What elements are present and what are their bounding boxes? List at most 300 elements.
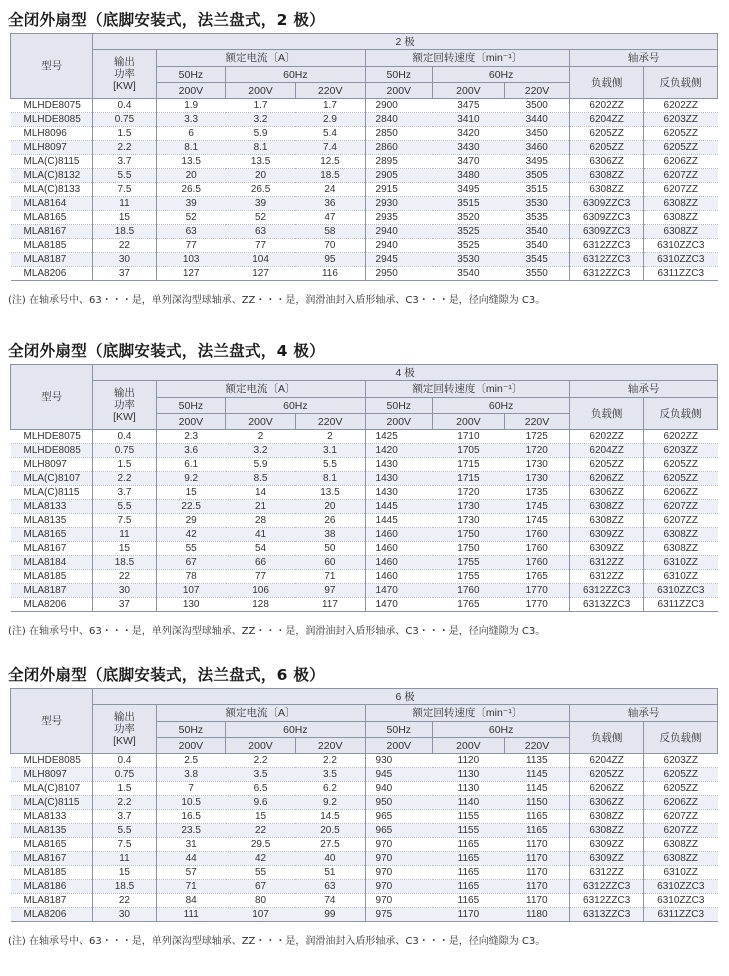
pole-header: 2 极: [93, 34, 718, 50]
bearing-load-side-cell: 6309ZZC3: [570, 225, 644, 239]
speed-60hz-200v-cell: 1750: [433, 542, 505, 556]
bearing-load-side-cell: 6312ZZC3: [570, 584, 644, 598]
bearing-load-side-cell: 6312ZZC3: [570, 894, 644, 908]
section-title: 全闭外扇型（底脚安装式，法兰盘式，4 极）: [8, 342, 325, 360]
model-cell: MLA8133: [11, 810, 93, 824]
speed-50hz-200v-cell: 970: [365, 852, 433, 866]
speed-60hz-200v-cell: 1165: [433, 894, 505, 908]
bearing-anti-load-side-cell: 6203ZZ: [644, 754, 718, 768]
speed-60hz-200v-cell: 3420: [433, 127, 505, 141]
bearing-anti-load-side-cell: 6207ZZ: [644, 500, 718, 514]
speed-60hz-200v-cell: 1720: [433, 486, 505, 500]
current-60hz-200v-cell: 14: [226, 486, 296, 500]
power-cell: 0.4: [93, 754, 156, 768]
power-cell: 30: [93, 253, 156, 267]
speed-50hz-200v-cell: 2940: [365, 225, 433, 239]
footnote: (注) 在轴承号中、63・・・是，单列深沟型球轴承、ZZ・・・是，润滑油封入盾形轴承、C3・・・是，径向缝隙为 C3。: [8, 626, 546, 637]
table-row: [11, 253, 718, 267]
voltage-220v-header: 220V: [295, 83, 365, 99]
bearing-anti-load-side-cell: 6205ZZ: [644, 768, 718, 782]
power-cell: 3.7: [93, 810, 156, 824]
speed-60hz-220v-cell: 1730: [504, 472, 569, 486]
speed-60hz-220v-cell: 1170: [504, 852, 569, 866]
table-row: [11, 155, 718, 169]
model-cell: MLA(C)8107: [11, 472, 93, 486]
speed-60hz-220v-cell: 1170: [504, 866, 569, 880]
bearing-anti-load-side-cell: 6207ZZ: [644, 169, 718, 183]
current-50hz-200v-cell: 39: [156, 197, 226, 211]
speed-50hz-200v-cell: 975: [365, 908, 433, 922]
model-cell: MLA8135: [11, 824, 93, 838]
current-60hz-200v-cell: 106: [226, 584, 296, 598]
speed-60hz-220v-cell: 1765: [504, 570, 569, 584]
bearing-load-side-cell: 6202ZZ: [570, 99, 644, 113]
current-60hz-200v-cell: 52: [226, 211, 296, 225]
speed-60hz-220v-cell: 3505: [504, 169, 569, 183]
bearing-load-side-cell: 6306ZZ: [570, 155, 644, 169]
speed-60hz-220v-cell: 3545: [504, 253, 569, 267]
table-row: [11, 430, 718, 444]
freq-50hz-header: 50Hz: [156, 722, 226, 738]
current-50hz-200v-cell: 10.5: [156, 796, 226, 810]
speed-60hz-200v-cell: 1715: [433, 458, 505, 472]
bearing-anti-load-side-cell: 6310ZZ: [644, 556, 718, 570]
footnote: (注) 在轴承号中、63・・・是，单列深沟型球轴承、ZZ・・・是，润滑油封入盾形轴承、C3・・・是，径向缝隙为 C3。: [8, 936, 546, 947]
current-60hz-200v-cell: 29.5: [226, 838, 296, 852]
bearing-anti-load-side-cell: 6308ZZ: [644, 528, 718, 542]
voltage-200v-header: 200V: [226, 83, 296, 99]
model-cell: MLA(C)8133: [11, 183, 93, 197]
model-cell: MLA8187: [11, 253, 93, 267]
speed-60hz-220v-cell: 1760: [504, 542, 569, 556]
bearing-load-side-cell: 6306ZZ: [570, 796, 644, 810]
power-cell: 18.5: [93, 556, 156, 570]
power-cell: 5.5: [93, 169, 156, 183]
bearing-load-side-cell: 6202ZZ: [570, 430, 644, 444]
speed-60hz-220v-cell: 3550: [504, 267, 569, 281]
speed-60hz-200v-cell: 3470: [433, 155, 505, 169]
current-50hz-200v-cell: 63: [156, 225, 226, 239]
power-cell: 0.75: [93, 768, 156, 782]
speed-60hz-200v-cell: 1165: [433, 852, 505, 866]
current-60hz-220v-cell: 63: [295, 880, 365, 894]
model-cell: MLA8167: [11, 225, 93, 239]
bearing-anti-load-side-cell: 6207ZZ: [644, 810, 718, 824]
bearing-anti-load-side-cell: 6205ZZ: [644, 472, 718, 486]
bearing-anti-load-side-cell: 6310ZZC3: [644, 239, 718, 253]
current-60hz-200v-cell: 2.2: [226, 754, 296, 768]
speed-header: 额定回转速度〔min⁻¹〕: [365, 381, 570, 398]
voltage-200v-header: 200V: [156, 83, 226, 99]
bearing-load-side-cell: 6205ZZ: [570, 141, 644, 155]
current-50hz-200v-cell: 127: [156, 267, 226, 281]
model-cell: MLA8206: [11, 908, 93, 922]
bearing-anti-load-side-cell: 6207ZZ: [644, 514, 718, 528]
bearing-load-side-cell: 6312ZZ: [570, 570, 644, 584]
current-50hz-200v-cell: 67: [156, 556, 226, 570]
model-cell: MLA8206: [11, 267, 93, 281]
model-cell: MLA(C)8115: [11, 155, 93, 169]
model-cell: MLHDE8085: [11, 444, 93, 458]
current-60hz-200v-cell: 66: [226, 556, 296, 570]
bearing-anti-load-side-cell: 6206ZZ: [644, 486, 718, 500]
power-cell: 11: [93, 852, 156, 866]
freq-60hz-header: 60Hz: [226, 398, 365, 414]
bearing-load-side-cell: 6308ZZ: [570, 514, 644, 528]
voltage-200v-header: 200V: [226, 738, 296, 754]
bearing-header: 轴承号: [570, 50, 718, 67]
voltage-220v-header: 220V: [295, 414, 365, 430]
speed-60hz-200v-cell: 1140: [433, 796, 505, 810]
model-cell: MLA8185: [11, 239, 93, 253]
speed-60hz-220v-cell: 1170: [504, 880, 569, 894]
voltage-200v-header: 200V: [433, 83, 505, 99]
bearing-anti-load-side-cell: 6308ZZ: [644, 197, 718, 211]
table-row: [11, 796, 718, 810]
speed-50hz-200v-cell: 2840: [365, 113, 433, 127]
model-cell: MLA8187: [11, 584, 93, 598]
power-cell: 2.2: [93, 472, 156, 486]
power-header-line1: 输出: [113, 387, 135, 399]
bearing-load-side-cell: 6204ZZ: [570, 444, 644, 458]
current-60hz-200v-cell: 5.9: [226, 458, 296, 472]
current-60hz-200v-cell: 63: [226, 225, 296, 239]
current-50hz-200v-cell: 6.1: [156, 458, 226, 472]
current-60hz-220v-cell: 24: [295, 183, 365, 197]
current-50hz-200v-cell: 3.3: [156, 113, 226, 127]
current-60hz-200v-cell: 9.6: [226, 796, 296, 810]
bearing-anti-load-side-cell: 6202ZZ: [644, 99, 718, 113]
power-cell: 22: [93, 570, 156, 584]
speed-60hz-220v-cell: 1165: [504, 824, 569, 838]
current-60hz-200v-cell: 104: [226, 253, 296, 267]
speed-50hz-200v-cell: 1420: [365, 444, 433, 458]
current-50hz-200v-cell: 20: [156, 169, 226, 183]
current-60hz-200v-cell: 26.5: [226, 183, 296, 197]
current-60hz-220v-cell: 6.2: [295, 782, 365, 796]
bearing-anti-load-side-cell: 6310ZZC3: [644, 894, 718, 908]
speed-50hz-200v-cell: 2935: [365, 211, 433, 225]
spec-table: [10, 364, 718, 612]
speed-50hz-200v-cell: 2915: [365, 183, 433, 197]
speed-60hz-220v-cell: 1170: [504, 838, 569, 852]
speed-60hz-220v-cell: 1760: [504, 528, 569, 542]
table-row: [11, 500, 718, 514]
bearing-load-side-cell: 6309ZZC3: [570, 211, 644, 225]
table-row: [11, 838, 718, 852]
power-cell: 37: [93, 598, 156, 612]
bearing-anti-load-side-cell: 6310ZZC3: [644, 584, 718, 598]
voltage-200v-header: 200V: [226, 414, 296, 430]
current-60hz-200v-cell: 15: [226, 810, 296, 824]
speed-50hz-200v-cell: 970: [365, 838, 433, 852]
current-50hz-200v-cell: 84: [156, 894, 226, 908]
speed-60hz-200v-cell: 1130: [433, 768, 505, 782]
power-cell: 15: [93, 542, 156, 556]
current-50hz-200v-cell: 3.8: [156, 768, 226, 782]
bearing-load-side-cell: 6312ZZ: [570, 556, 644, 570]
power-header-line1: 输出: [113, 56, 135, 68]
bearing-load-side-cell: 6312ZZC3: [570, 880, 644, 894]
current-60hz-220v-cell: 8.1: [295, 472, 365, 486]
power-cell: 5.5: [93, 500, 156, 514]
speed-60hz-220v-cell: 3440: [504, 113, 569, 127]
power-header-line3: [KW]: [113, 735, 136, 747]
current-60hz-220v-cell: 99: [295, 908, 365, 922]
load-side-header: 负载侧: [570, 398, 644, 430]
current-50hz-200v-cell: 103: [156, 253, 226, 267]
voltage-220v-header: 220V: [295, 738, 365, 754]
bearing-anti-load-side-cell: 6203ZZ: [644, 113, 718, 127]
table-row: [11, 99, 718, 113]
bearing-anti-load-side-cell: 6203ZZ: [644, 444, 718, 458]
bearing-anti-load-side-cell: 6310ZZC3: [644, 880, 718, 894]
model-cell: MLA8206: [11, 598, 93, 612]
spec-table: [10, 33, 718, 281]
bearing-load-side-cell: 6308ZZ: [570, 183, 644, 197]
speed-60hz-220v-cell: 3530: [504, 197, 569, 211]
model-cell: MLA8185: [11, 866, 93, 880]
power-header-line2: 功率: [113, 399, 135, 411]
current-60hz-220v-cell: 20: [295, 500, 365, 514]
current-50hz-200v-cell: 111: [156, 908, 226, 922]
speed-50hz-200v-cell: 1445: [365, 500, 433, 514]
current-60hz-200v-cell: 28: [226, 514, 296, 528]
bearing-load-side-cell: 6204ZZ: [570, 754, 644, 768]
anti-load-side-header: 反负载侧: [644, 722, 718, 754]
freq-50hz-header: 50Hz: [365, 722, 433, 738]
table-row: [11, 486, 718, 500]
table-row: [11, 183, 718, 197]
speed-50hz-200v-cell: 2905: [365, 169, 433, 183]
bearing-load-side-cell: 6205ZZ: [570, 127, 644, 141]
table-row: [11, 824, 718, 838]
speed-60hz-200v-cell: 1755: [433, 556, 505, 570]
speed-50hz-200v-cell: 2940: [365, 239, 433, 253]
footnote: (注) 在轴承号中、63・・・是，单列深沟型球轴承、ZZ・・・是，润滑油封入盾形轴承、C3・・・是，径向缝隙为 C3。: [8, 295, 546, 306]
speed-60hz-200v-cell: 1750: [433, 528, 505, 542]
model-cell: MLA8133: [11, 500, 93, 514]
power-cell: 0.4: [93, 430, 156, 444]
current-50hz-200v-cell: 6: [156, 127, 226, 141]
speed-50hz-200v-cell: 970: [365, 866, 433, 880]
bearing-anti-load-side-cell: 6310ZZ: [644, 866, 718, 880]
current-60hz-220v-cell: 9.2: [295, 796, 365, 810]
voltage-200v-header: 200V: [156, 738, 226, 754]
power-cell: 5.5: [93, 824, 156, 838]
current-60hz-200v-cell: 107: [226, 908, 296, 922]
bearing-anti-load-side-cell: 6310ZZ: [644, 570, 718, 584]
model-cell: MLA(C)8115: [11, 486, 93, 500]
bearing-load-side-cell: 6312ZZC3: [570, 267, 644, 281]
current-60hz-220v-cell: 12.5: [295, 155, 365, 169]
freq-60hz-header: 60Hz: [433, 722, 570, 738]
voltage-220v-header: 220V: [504, 738, 569, 754]
speed-50hz-200v-cell: 2850: [365, 127, 433, 141]
freq-50hz-header: 50Hz: [156, 67, 226, 83]
speed-60hz-200v-cell: 1715: [433, 472, 505, 486]
table-row: [11, 141, 718, 155]
current-60hz-200v-cell: 54: [226, 542, 296, 556]
speed-50hz-200v-cell: 1460: [365, 556, 433, 570]
speed-60hz-200v-cell: 1705: [433, 444, 505, 458]
pole-header: 6 极: [93, 689, 718, 705]
load-side-header: 负载侧: [570, 67, 644, 99]
current-60hz-220v-cell: 47: [295, 211, 365, 225]
power-cell: 18.5: [93, 880, 156, 894]
current-60hz-220v-cell: 50: [295, 542, 365, 556]
model-cell: MLA8185: [11, 570, 93, 584]
model-cell: MLA8135: [11, 514, 93, 528]
table-row: [11, 542, 718, 556]
speed-60hz-200v-cell: 1730: [433, 514, 505, 528]
bearing-anti-load-side-cell: 6308ZZ: [644, 225, 718, 239]
current-60hz-220v-cell: 38: [295, 528, 365, 542]
speed-50hz-200v-cell: 970: [365, 894, 433, 908]
power-cell: 15: [93, 211, 156, 225]
freq-60hz-header: 60Hz: [226, 722, 365, 738]
bearing-anti-load-side-cell: 6311ZZC3: [644, 267, 718, 281]
power-header: [93, 381, 156, 430]
power-header: [93, 50, 156, 99]
speed-60hz-200v-cell: 3540: [433, 267, 505, 281]
power-cell: 0.4: [93, 99, 156, 113]
current-60hz-200v-cell: 21: [226, 500, 296, 514]
bearing-load-side-cell: 6306ZZ: [570, 486, 644, 500]
bearing-anti-load-side-cell: 6205ZZ: [644, 127, 718, 141]
current-50hz-200v-cell: 8.1: [156, 141, 226, 155]
freq-50hz-header: 50Hz: [156, 398, 226, 414]
bearing-load-side-cell: 6205ZZ: [570, 458, 644, 472]
current-50hz-200v-cell: 130: [156, 598, 226, 612]
power-header-line3: [KW]: [113, 411, 136, 423]
power-cell: 30: [93, 584, 156, 598]
speed-60hz-220v-cell: 1180: [504, 908, 569, 922]
table-row: [11, 239, 718, 253]
speed-60hz-200v-cell: 3525: [433, 225, 505, 239]
current-60hz-220v-cell: 5.5: [295, 458, 365, 472]
speed-60hz-220v-cell: 3500: [504, 99, 569, 113]
table-row: [11, 894, 718, 908]
bearing-anti-load-side-cell: 6202ZZ: [644, 430, 718, 444]
model-header: 型号: [11, 34, 93, 99]
model-cell: MLA8184: [11, 556, 93, 570]
table-row: [11, 866, 718, 880]
current-60hz-220v-cell: 40: [295, 852, 365, 866]
current-50hz-200v-cell: 2.5: [156, 754, 226, 768]
speed-60hz-200v-cell: 1155: [433, 810, 505, 824]
speed-50hz-200v-cell: 1430: [365, 486, 433, 500]
current-50hz-200v-cell: 52: [156, 211, 226, 225]
bearing-anti-load-side-cell: 6205ZZ: [644, 141, 718, 155]
speed-60hz-220v-cell: 1170: [504, 894, 569, 908]
model-cell: MLA8187: [11, 894, 93, 908]
speed-60hz-200v-cell: 1710: [433, 430, 505, 444]
table-row: [11, 782, 718, 796]
bearing-load-side-cell: 6206ZZ: [570, 472, 644, 486]
table-row: [11, 852, 718, 866]
current-50hz-200v-cell: 23.5: [156, 824, 226, 838]
anti-load-side-header: 反负载侧: [644, 398, 718, 430]
voltage-200v-header: 200V: [365, 83, 433, 99]
speed-60hz-200v-cell: 1760: [433, 584, 505, 598]
bearing-load-side-cell: 6313ZZC3: [570, 908, 644, 922]
speed-60hz-220v-cell: 1770: [504, 598, 569, 612]
speed-60hz-200v-cell: 1165: [433, 838, 505, 852]
current-50hz-200v-cell: 3.6: [156, 444, 226, 458]
voltage-200v-header: 200V: [365, 414, 433, 430]
current-60hz-200v-cell: 13.5: [226, 155, 296, 169]
current-60hz-220v-cell: 18.5: [295, 169, 365, 183]
current-60hz-200v-cell: 128: [226, 598, 296, 612]
bearing-header: 轴承号: [570, 381, 718, 398]
power-cell: 0.75: [93, 444, 156, 458]
power-cell: 22: [93, 239, 156, 253]
current-50hz-200v-cell: 44: [156, 852, 226, 866]
speed-50hz-200v-cell: 1460: [365, 542, 433, 556]
bearing-anti-load-side-cell: 6206ZZ: [644, 796, 718, 810]
speed-header: 额定回转速度〔min⁻¹〕: [365, 705, 570, 722]
voltage-200v-header: 200V: [156, 414, 226, 430]
speed-60hz-200v-cell: 1765: [433, 598, 505, 612]
model-cell: MLHDE8085: [11, 754, 93, 768]
model-cell: MLHDE8075: [11, 99, 93, 113]
bearing-anti-load-side-cell: 6311ZZC3: [644, 598, 718, 612]
speed-50hz-200v-cell: 970: [365, 880, 433, 894]
current-60hz-220v-cell: 26: [295, 514, 365, 528]
speed-60hz-220v-cell: 1145: [504, 782, 569, 796]
voltage-220v-header: 220V: [504, 83, 569, 99]
speed-60hz-220v-cell: 1150: [504, 796, 569, 810]
current-60hz-220v-cell: 51: [295, 866, 365, 880]
table-row: [11, 754, 718, 768]
voltage-200v-header: 200V: [433, 414, 505, 430]
speed-50hz-200v-cell: 1460: [365, 528, 433, 542]
power-header: [93, 705, 156, 754]
speed-60hz-220v-cell: 3450: [504, 127, 569, 141]
speed-60hz-200v-cell: 3525: [433, 239, 505, 253]
current-50hz-200v-cell: 77: [156, 239, 226, 253]
speed-50hz-200v-cell: 1445: [365, 514, 433, 528]
power-cell: 2.2: [93, 796, 156, 810]
speed-50hz-200v-cell: 945: [365, 768, 433, 782]
table-row: [11, 444, 718, 458]
power-cell: 7.5: [93, 183, 156, 197]
current-60hz-200v-cell: 77: [226, 570, 296, 584]
current-50hz-200v-cell: 13.5: [156, 155, 226, 169]
speed-60hz-200v-cell: 1120: [433, 754, 505, 768]
speed-50hz-200v-cell: 1470: [365, 584, 433, 598]
speed-60hz-220v-cell: 1735: [504, 486, 569, 500]
pole-header: 4 极: [93, 365, 718, 381]
model-header: 型号: [11, 689, 93, 754]
speed-60hz-220v-cell: 1770: [504, 584, 569, 598]
speed-50hz-200v-cell: 2895: [365, 155, 433, 169]
speed-60hz-200v-cell: 1730: [433, 500, 505, 514]
current-60hz-200v-cell: 5.9: [226, 127, 296, 141]
current-50hz-200v-cell: 71: [156, 880, 226, 894]
speed-60hz-200v-cell: 1755: [433, 570, 505, 584]
speed-60hz-200v-cell: 3480: [433, 169, 505, 183]
bearing-anti-load-side-cell: 6308ZZ: [644, 542, 718, 556]
table-row: [11, 211, 718, 225]
table-row: [11, 556, 718, 570]
power-cell: 3.7: [93, 486, 156, 500]
current-60hz-220v-cell: 95: [295, 253, 365, 267]
power-cell: 22: [93, 894, 156, 908]
model-cell: MLA8164: [11, 197, 93, 211]
current-60hz-200v-cell: 22: [226, 824, 296, 838]
